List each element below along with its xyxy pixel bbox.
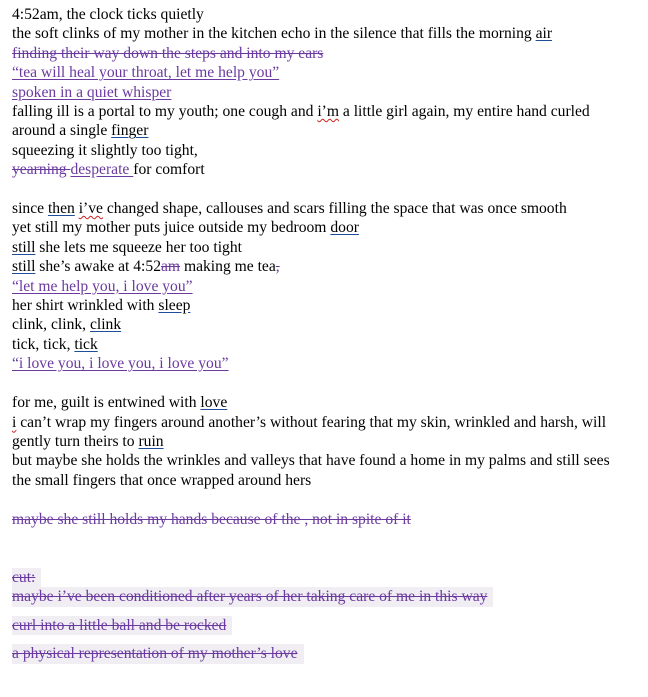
blank-line	[12, 607, 648, 616]
blank-line	[12, 374, 648, 393]
grammar-flag-finger[interactable]: finger	[111, 122, 149, 140]
line-text: clink, clink,	[12, 316, 90, 334]
line-text: changed shape, callouses and scars filling the space that was once smooth	[102, 200, 567, 218]
grammar-flag-ruin[interactable]: ruin	[138, 432, 164, 450]
line-text: for comfort	[133, 161, 205, 179]
blank-line	[12, 180, 648, 199]
line-text: can’t wrap my fingers around another’s without fearing that my skin, wrinkled and harsh, will	[16, 413, 607, 431]
grammar-flag-door[interactable]: door	[330, 219, 359, 237]
line-20	[12, 413, 648, 432]
line-11	[12, 218, 648, 237]
line-text: gently turn theirs to	[12, 432, 139, 450]
line-text: around a single	[12, 122, 112, 140]
line-17	[12, 335, 648, 354]
line-26	[12, 587, 648, 606]
line-text: making me tea	[180, 258, 276, 276]
line-27	[12, 616, 648, 635]
grammar-flag-sleep[interactable]: sleep	[158, 297, 191, 315]
line-4	[12, 63, 648, 82]
line-2	[12, 24, 648, 43]
line-text: a little girl again, my entire hand curled	[338, 103, 590, 121]
spelling-flag-im[interactable]: i’m	[317, 103, 339, 121]
deleted-text: maybe she still holds my hands because of the , not in spite of it	[12, 510, 411, 528]
line-14	[12, 277, 648, 296]
deleted-text: cut:	[12, 568, 41, 587]
grammar-flag-still[interactable]: still	[12, 258, 36, 276]
grammar-flag-still[interactable]: still	[12, 238, 36, 256]
deleted-text: maybe i’ve been conditioned after years of her taking care of me in this way	[12, 587, 493, 606]
deleted-text: a physical representation of my mother’s love	[12, 644, 304, 663]
line-text: tick, tick,	[12, 335, 75, 353]
line-10	[12, 199, 648, 218]
line-5	[12, 83, 648, 102]
spelling-flag-i[interactable]: i	[12, 413, 17, 431]
grammar-flag-air[interactable]: air	[535, 25, 553, 43]
line-text: her shirt wrinkled with	[12, 297, 159, 315]
line-19	[12, 393, 648, 412]
blank-line	[12, 490, 648, 509]
inserted-text: “i love you, i love you, i love you”	[12, 355, 229, 373]
inserted-text: spoken in a quiet whisper	[12, 83, 172, 101]
line-16	[12, 315, 648, 334]
line-1	[12, 5, 648, 24]
line-3	[12, 44, 648, 63]
inserted-text: “let me help you, i love you”	[12, 277, 193, 295]
line-9	[12, 160, 648, 179]
line-7	[12, 121, 648, 140]
line-text: the soft clinks of my mother in the kitchen echo in the silence that fills the morning	[12, 25, 536, 43]
line-24	[12, 510, 648, 529]
line-text: the small fingers that once wrapped around hers	[12, 471, 312, 489]
deleted-text: ,	[275, 258, 280, 276]
line-18	[12, 354, 648, 373]
line-text: since	[12, 200, 48, 218]
inserted-text: desperate	[70, 161, 134, 179]
grammar-flag-tick[interactable]: tick	[74, 335, 98, 353]
grammar-flag-clink[interactable]: clink	[89, 316, 122, 334]
line-28	[12, 644, 648, 663]
line-text: 4:52am, the clock ticks quietly	[12, 6, 204, 23]
line-8	[12, 141, 648, 160]
deleted-text: yearning	[12, 161, 71, 179]
line-21	[12, 432, 648, 451]
grammar-flag-then[interactable]: then	[47, 200, 75, 218]
line-12	[12, 238, 648, 257]
line-15	[12, 296, 648, 315]
line-text: she lets me squeeze her too tight	[35, 238, 242, 256]
line-25	[12, 568, 648, 587]
line-13	[12, 257, 648, 276]
line-text: she’s awake at 4:52	[35, 258, 161, 276]
deleted-text: am	[161, 258, 181, 276]
inserted-text: “tea will heal your throat, let me help you”	[12, 64, 280, 82]
line-text: but maybe she holds the wrinkles and valleys that have found a home in my palms and still sees	[12, 452, 610, 470]
line-23	[12, 471, 648, 490]
spelling-flag-ive[interactable]: i’ve	[78, 200, 103, 218]
line-text: yet still my mother puts juice outside my bedroom	[12, 219, 331, 237]
line-text: squeezing it slightly too tight,	[12, 141, 198, 159]
line-text: for me, guilt is entwined with	[12, 394, 201, 412]
blank-line	[12, 529, 648, 568]
deleted-text: curl into a little ball and be rocked	[12, 616, 232, 635]
blank-line	[12, 635, 648, 644]
line-22	[12, 451, 648, 470]
line-6	[12, 102, 648, 121]
deleted-text: finding their way down the steps and into my ears	[12, 44, 324, 62]
grammar-flag-love[interactable]: love	[200, 394, 228, 412]
line-text: falling ill is a portal to my youth; one cough and	[12, 103, 318, 121]
